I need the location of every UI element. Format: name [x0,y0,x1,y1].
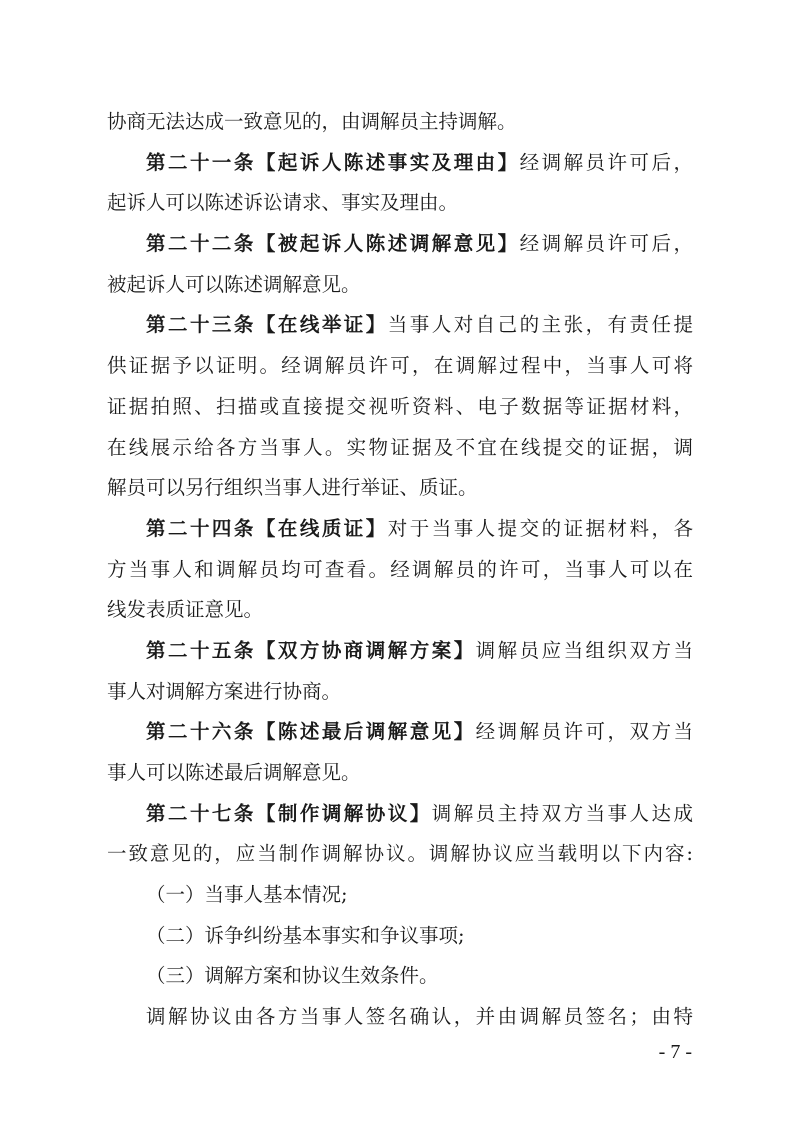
article-heading: 第二十一条【起诉人陈述事实及理由】 [146,150,520,174]
text-line [107,387,693,428]
text-run: （二）诉争纠纷基本事实和争议事项; [146,923,465,947]
text-line [107,956,693,997]
text-run: 起诉人可以陈述诉讼请求、事实及理由。 [107,191,459,215]
text-run: 事人对调解方案进行协商。 [107,679,342,703]
text-line [107,305,693,346]
text-run: （三）调解方案和协议生效条件。 [146,964,439,988]
text-line [107,631,693,672]
text-run: 在线展示给各方当事人。实物证据及不宜在线提交的证据，调 [107,435,693,459]
article-heading: 第二十五条【双方协商调解方案】 [146,638,476,662]
text-line [107,550,693,591]
article-heading: 第二十六条【陈述最后调解意见】 [146,720,476,744]
text-run: 协商无法达成一致意见的，由调解员主持调解。 [107,110,517,133]
text-run: 经调解员许可后， [519,150,693,174]
text-line [107,265,693,306]
article-heading: 第二十二条【被起诉人陈述调解意见】 [146,232,520,256]
text-line [107,997,693,1038]
text-line [107,468,693,509]
text-run: 经调解员许可，双方当 [475,720,693,744]
article-heading: 第二十三条【在线举证】 [146,313,388,337]
text-run: 证据拍照、扫描或直接提交视听资料、电子数据等证据材料， [107,394,693,418]
text-run: 线发表质证意见。 [107,598,264,622]
text-run: 当事人对自己的主张，有责任提 [387,313,693,337]
text-run: 对于当事人提交的证据材料，各 [387,516,693,540]
text-run: 被起诉人可以陈述调解意见。 [107,272,361,296]
text-run: 调解员主持双方当事人达成 [431,801,693,825]
text-run: 调解协议由各方当事人签名确认，并由调解员签名；由特 [146,1005,693,1029]
article-heading: 第二十四条【在线质证】 [146,516,388,540]
article-heading: 第二十七条【制作调解协议】 [146,801,432,825]
text-line [107,753,693,794]
text-run: 调解员应当组织双方当 [475,638,693,662]
text-line [107,143,693,184]
text-line [107,183,693,224]
text-run: 供证据予以证明。经调解员许可，在调解过程中，当事人可将 [107,354,693,378]
text-line [107,875,693,916]
text-line [107,712,693,753]
text-line [107,509,693,550]
text-line [107,794,693,835]
text-run: 经调解员许可后， [519,232,693,256]
text-line [107,916,693,957]
text-run: 方当事人和调解员均可查看。经调解员的许可，当事人可以在 [107,557,693,581]
text-line [107,102,693,143]
page-number: - 7 - [658,1041,692,1063]
text-line [107,590,693,631]
text-line [107,834,693,875]
text-line [107,346,693,387]
text-run: 解员可以另行组织当事人进行举证、质证。 [107,476,478,500]
text-line [107,428,693,469]
text-run: （一）当事人基本情况; [146,883,348,907]
body-text [107,102,693,1038]
text-run: 一致意见的，应当制作调解协议。调解协议应当载明以下内容: [107,842,693,866]
text-line [107,672,693,713]
text-line [107,224,693,265]
text-run: 事人可以陈述最后调解意见。 [107,761,361,784]
